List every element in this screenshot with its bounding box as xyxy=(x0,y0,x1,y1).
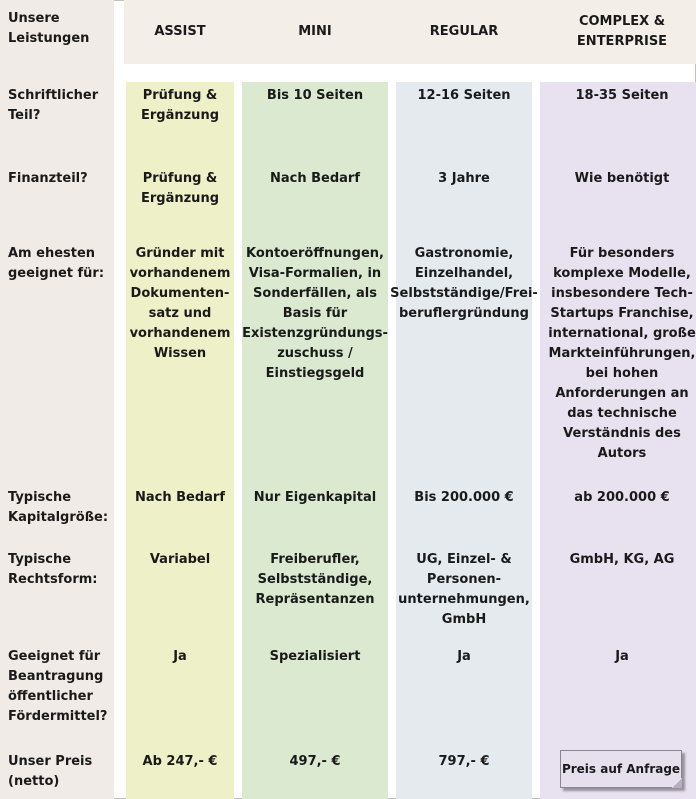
cell-mini-schriftlich: Bis 10 Seiten xyxy=(266,88,364,103)
cell-complex-geeignet: Für besonders komplexe Modelle, insbesondere Tech- Startups Franchise, international, große Markteinführungen, bei hohen Anforderungen an das technische Verständnis des Autors xyxy=(548,246,696,461)
header-regular: REGULAR xyxy=(429,24,499,39)
cell-assist-preis: Ab 247,- € xyxy=(142,754,218,769)
cell-regular-geeignet: Gastronomie, Einzelhandel, Selbstständige/Frei- beruflergründung xyxy=(390,246,538,321)
cell-complex-rechtsform: GmbH, KG, AG xyxy=(569,552,675,567)
header-assist: ASSIST xyxy=(154,24,206,39)
cell-regular-kapital: Bis 200.000 € xyxy=(414,490,514,505)
cell-mini-foerder: Spezialisiert xyxy=(269,649,361,664)
cell-assist-finanz: Prüfung & Ergänzung xyxy=(140,171,220,206)
cell-complex-foerder: Ja xyxy=(615,649,629,664)
cell-assist-kapital: Nach Bedarf xyxy=(134,490,226,505)
regular-column xyxy=(396,82,532,799)
cell-assist-schriftlich: Prüfung & Ergänzung xyxy=(140,88,220,123)
row-label-kapital: Typische Kapitalgröße: xyxy=(8,490,109,525)
cell-regular-foerder: Ja xyxy=(457,649,471,664)
price-on-request-button[interactable]: Preis auf Anfrage xyxy=(560,750,682,788)
cell-complex-schriftlich: 18-35 Seiten xyxy=(575,88,669,103)
header-complex: COMPLEX & ENTERPRISE xyxy=(576,14,668,49)
cell-mini-preis: 497,- € xyxy=(289,754,341,769)
row-label-preis: Unser Preis (netto) xyxy=(8,754,93,789)
cell-assist-foerder: Ja xyxy=(173,649,187,664)
row-label-finanz: Finanzteil? xyxy=(8,171,88,186)
cell-assist-geeignet: Gründer mit vorhandenem Dokumenten- satz und vorhandenem Wissen xyxy=(129,246,231,361)
cell-complex-finanz: Wie benötigt xyxy=(574,171,670,186)
cell-regular-preis: 797,- € xyxy=(438,754,490,769)
cell-regular-schriftlich: 12-16 Seiten xyxy=(417,88,511,103)
row-label-rechtsform: Typische Rechtsform: xyxy=(8,552,98,587)
row-label-geeignet: Am ehesten geeignet für: xyxy=(8,246,105,281)
cell-assist-rechtsform: Variabel xyxy=(149,552,211,567)
cell-mini-finanz: Nach Bedarf xyxy=(269,171,361,186)
cell-complex-kapital: ab 200.000 € xyxy=(574,490,670,505)
cell-mini-rechtsform: Freiberufler, Selbstständige, Repräsentanzen xyxy=(255,552,375,607)
row-label-schriftlich: Schriftlicher Teil? xyxy=(8,88,99,123)
cell-mini-geeignet: Kontoeröffnungen, Visa-Formalien, in Sonderfällen, als Basis für Existenzgründungs- zuschuss / Einstiegsgeld xyxy=(242,246,388,381)
cell-mini-kapital: Nur Eigenkapital xyxy=(253,490,377,505)
header-label: Unsere Leistungen xyxy=(8,11,90,46)
header-mini: MINI xyxy=(298,24,332,39)
cell-regular-rechtsform: UG, Einzel- & Personen- unternehmungen, GmbH xyxy=(398,552,530,627)
row-label-foerder: Geeignet für Beantragung öffentlicher Fördermittel? xyxy=(8,649,108,724)
mini-column xyxy=(242,82,388,799)
cell-regular-finanz: 3 Jahre xyxy=(438,171,490,186)
